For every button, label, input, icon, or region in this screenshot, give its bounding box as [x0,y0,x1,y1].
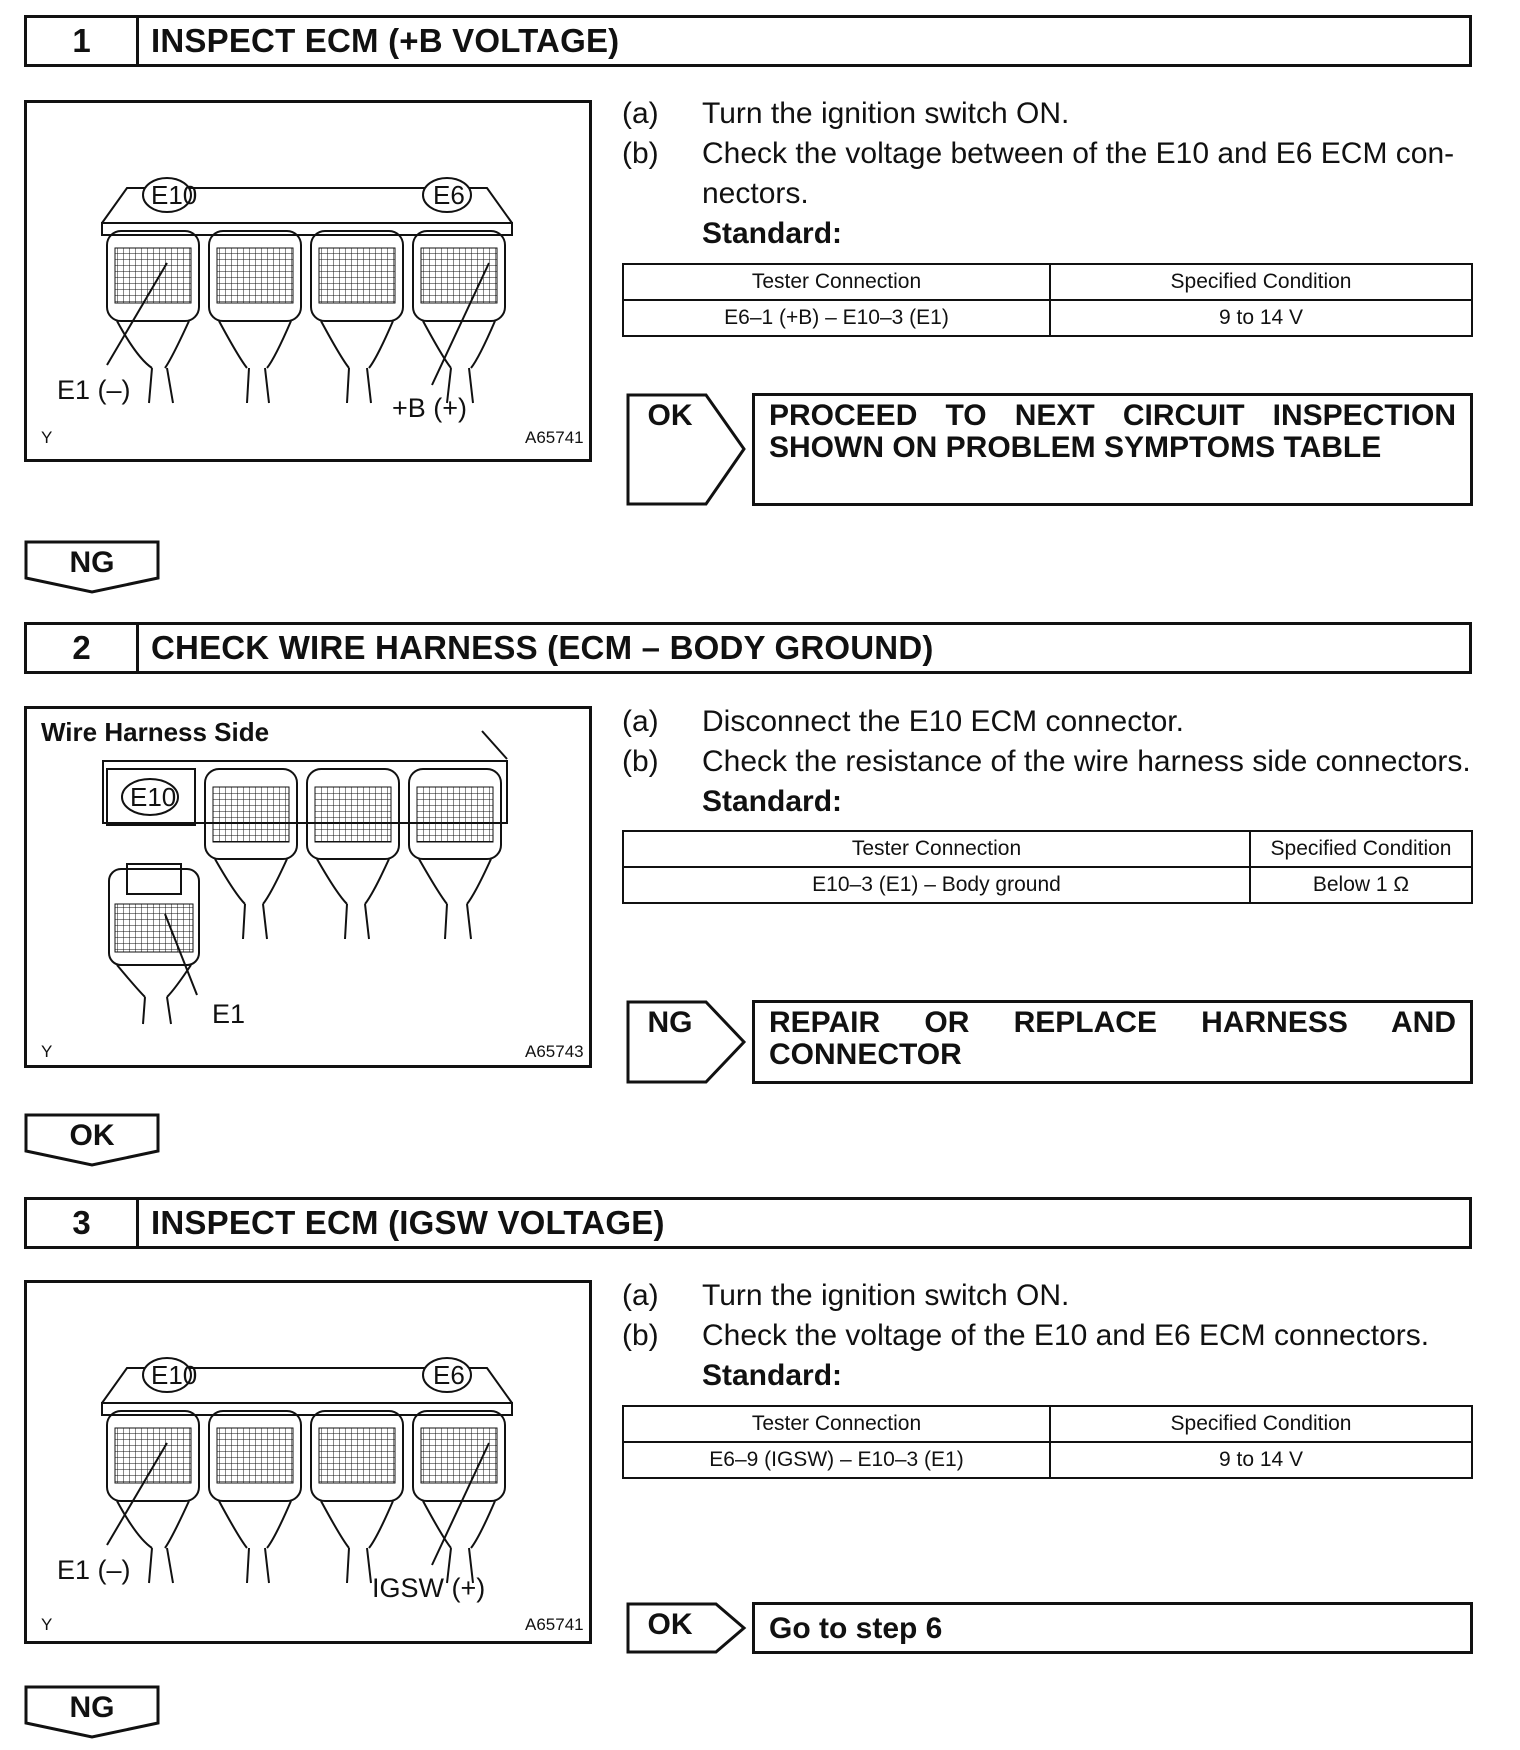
figure-corner-mark: Y [41,428,53,447]
instruction-item: (a) Turn the ignition switch ON. [622,97,1070,130]
step-1-header [24,15,1472,67]
table-row [623,867,1472,903]
instruction-item: (a) Turn the ignition switch ON. [622,1279,1070,1312]
step-3-instructions [622,1276,1482,1396]
table-header: Tester Connection [623,831,1250,867]
pin-label-e1: E1 (–) [57,375,131,405]
connector-label-e10: E10 [151,1360,198,1390]
figure-corner-mark: Y [41,1615,53,1634]
connector-label-e6: E6 [433,180,465,210]
connector-label-e6: E6 [433,1360,465,1390]
figure-corner-mark: Y [41,1042,53,1061]
step-3-connector-diagram [24,1280,592,1644]
step-1-standard-table [622,263,1473,337]
figure-code: A65741 [525,1615,584,1634]
step-title: INSPECT ECM (+B VOLTAGE) [151,22,620,59]
step-2-result-tag: NG [626,1000,748,1084]
connector-label-e10: E10 [130,782,177,812]
step-2-instructions [622,702,1482,822]
step-2-next-tag: OK [24,1113,160,1167]
step-3-standard-table [622,1405,1473,1479]
table-row [623,1442,1472,1478]
instruction-item: (a) Disconnect the E10 ECM connector. [622,705,1184,738]
table-cell: E10–3 (E1) – Body ground [623,867,1250,903]
table-header: Specified Condition [1250,831,1472,867]
step-number: 3 [27,1200,139,1246]
pin-label-igsw: IGSW (+) [372,1573,486,1603]
figure-caption: Wire Harness Side [41,717,270,747]
step-1-instructions [622,94,1482,254]
step-2-standard-table [622,830,1473,904]
table-header: Specified Condition [1050,1406,1472,1442]
step-2-harness-diagram [24,706,592,1068]
instruction-item: (b) Check the voltage of the E10 and E6 ECM connectors. [622,1319,1430,1352]
ecm-connector-drawing [27,1283,589,1641]
step-3-result-tag: OK [626,1602,748,1654]
step-title: CHECK WIRE HARNESS (ECM – BODY GROUND) [151,629,934,666]
table-cell: E6–1 (+B) – E10–3 (E1) [623,300,1050,336]
instruction-item: (b) Check the resistance of the wire harness side connectors. [622,745,1471,778]
step-2-header [24,622,1472,674]
step-3-header [24,1197,1472,1249]
figure-code: A65743 [525,1042,584,1061]
pin-label-b: +B (+) [392,393,468,423]
pin-label-e1: E1 [212,999,246,1029]
table-cell: 9 to 14 V [1050,300,1472,336]
step-2-result-action: REPAIR OR REPLACE HARNESS AND CONNECTOR [752,1000,1473,1084]
connector-label-e10: E10 [151,180,198,210]
standard-label: Standard: [702,1359,843,1392]
pin-label-e1: E1 (–) [57,1555,131,1585]
harness-connector-drawing [27,709,589,1065]
table-header: Tester Connection [623,1406,1050,1442]
figure-code: A65741 [525,428,584,447]
table-header: Specified Condition [1050,264,1472,300]
step-1-result-tag: OK [626,393,748,506]
table-cell: E6–9 (IGSW) – E10–3 (E1) [623,1442,1050,1478]
step-number: 2 [27,625,139,671]
step-1-connector-diagram [24,100,592,462]
step-3-next-tag: NG [24,1685,160,1739]
step-number: 1 [27,18,139,64]
table-row [623,300,1472,336]
step-1-result-action: PROCEED TO NEXT CIRCUIT INSPECTION SHOWN ON PROBLEM SYMPTOMS TABLE [752,393,1473,506]
standard-label: Standard: [702,217,843,250]
standard-label: Standard: [702,785,843,818]
instruction-item: (b) Check the voltage between of the E10 and E6 ECM con-nectors. [622,137,1455,210]
step-3-result-action: Go to step 6 [752,1602,1473,1654]
table-cell: 9 to 14 V [1050,1442,1472,1478]
table-header: Tester Connection [623,264,1050,300]
step-1-next-tag: NG [24,540,160,594]
step-title: INSPECT ECM (IGSW VOLTAGE) [151,1204,665,1241]
table-cell: Below 1 Ω [1250,867,1472,903]
